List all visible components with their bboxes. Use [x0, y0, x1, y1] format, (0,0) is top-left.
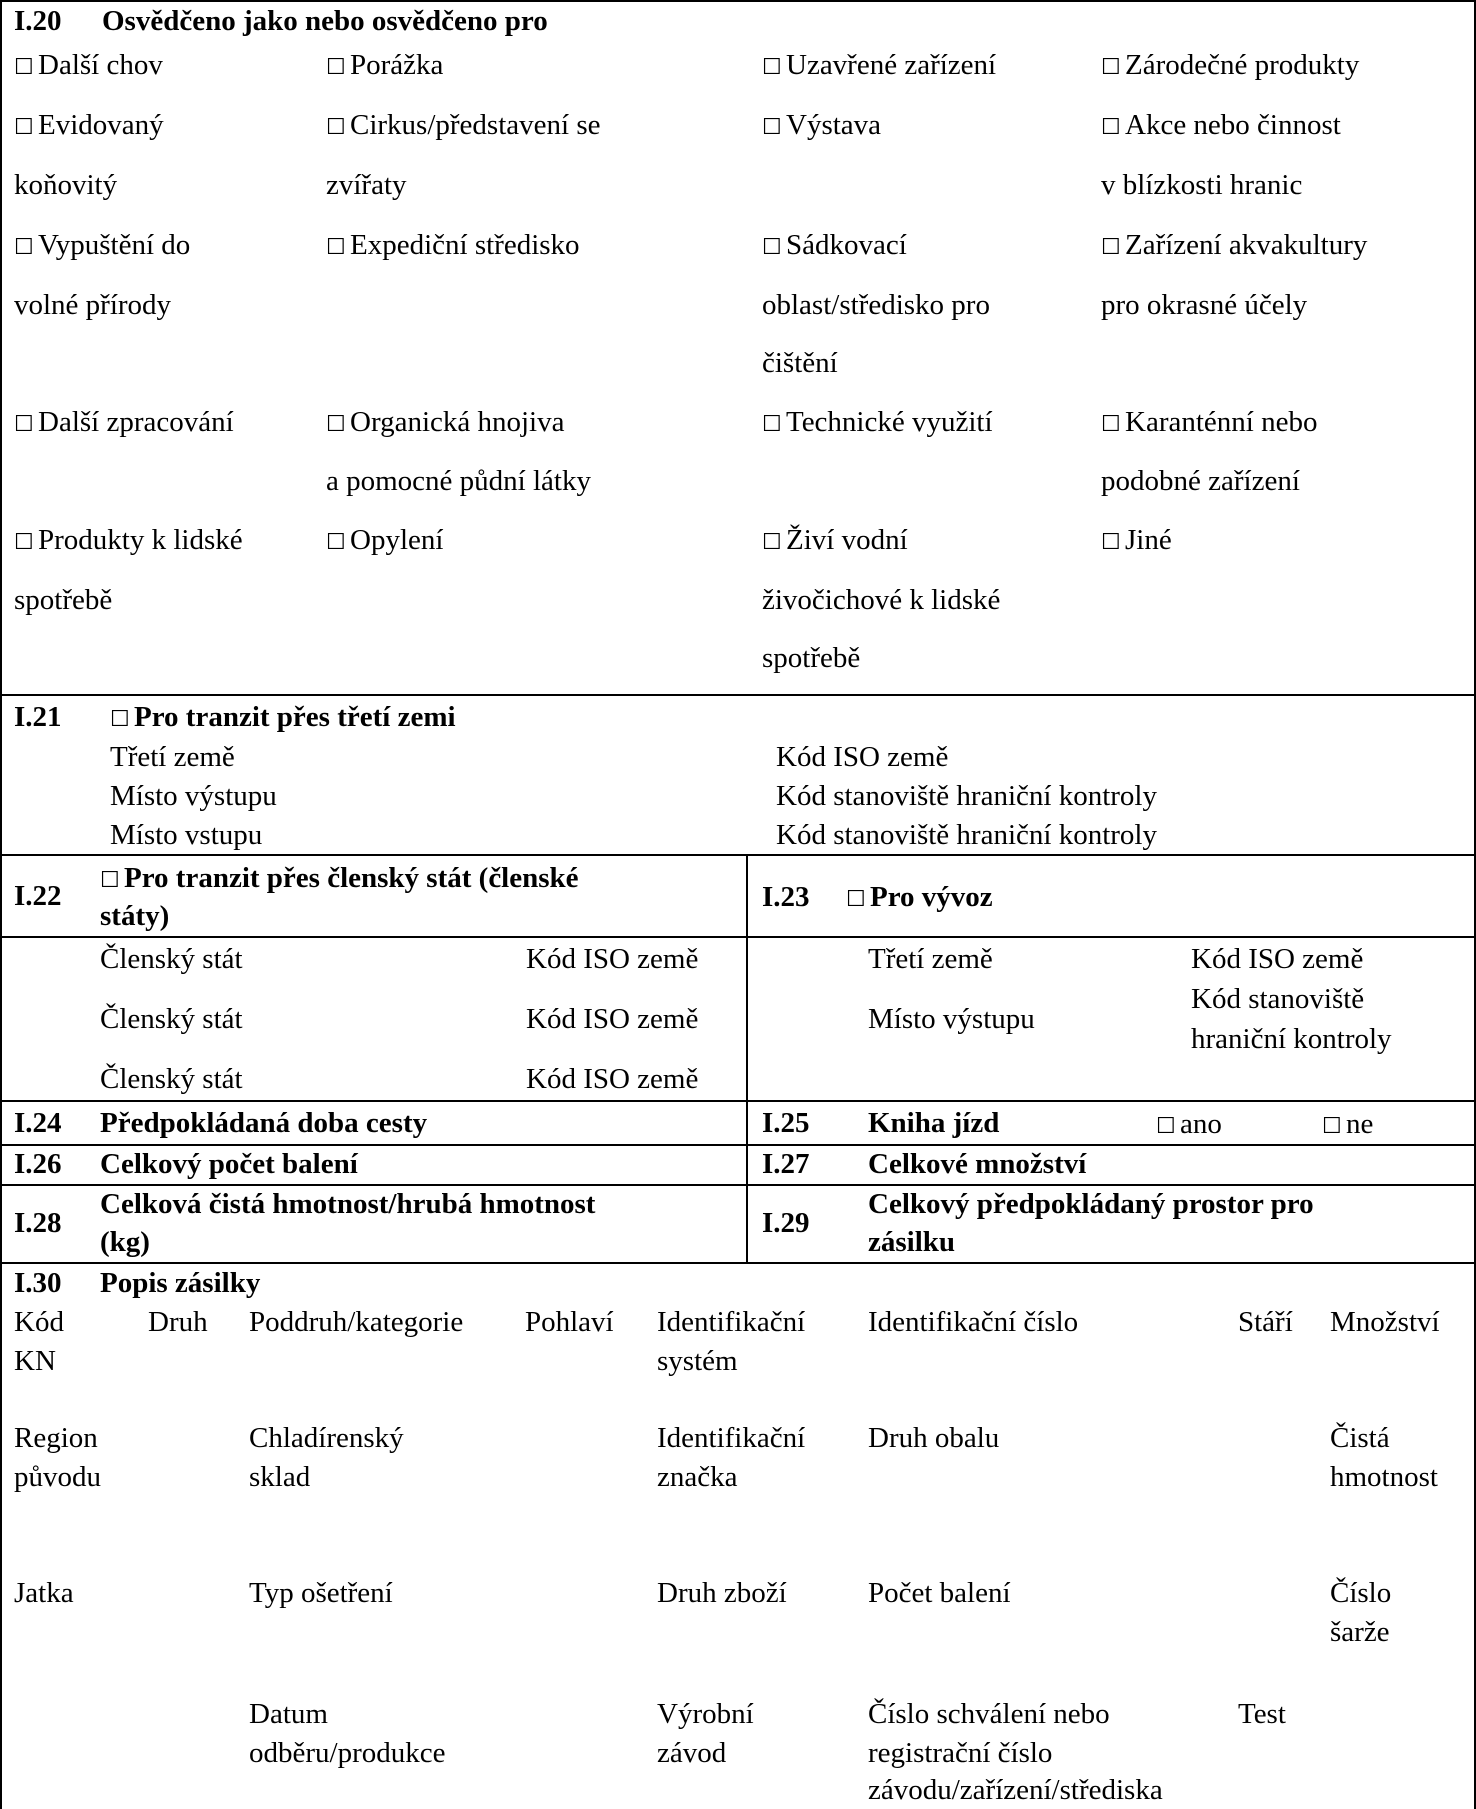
column-header-id-cislo: Identifikační číslo	[868, 1306, 1079, 1338]
option-vypusteni[interactable]	[14, 228, 190, 265]
field-label: Členský stát	[100, 1063, 243, 1095]
checkbox-icon[interactable]: ☐	[14, 235, 34, 260]
option-label: Sádkovací	[786, 229, 907, 261]
section-title: Pro tranzit přes členský stát (členské	[124, 862, 579, 894]
logbook-no-option[interactable]	[1322, 1107, 1373, 1144]
divider-i22-header-bottom	[0, 936, 1476, 938]
field-number: I.25	[762, 1107, 810, 1139]
field-number: I.29	[762, 1207, 810, 1239]
field-number: I.21	[14, 701, 62, 733]
column-header-cislo-schvaleni-line2: registrační číslo	[868, 1737, 1053, 1769]
checkbox-icon[interactable]: ☐	[14, 530, 34, 555]
checkbox-icon[interactable]: ☐	[762, 115, 782, 140]
field-title-line2: (kg)	[100, 1226, 150, 1258]
option-label: Technické využití	[786, 406, 993, 438]
column-header-datum-odberu-line2: odběru/produkce	[249, 1737, 446, 1769]
checkbox-icon[interactable]: ☐	[762, 55, 782, 80]
field-number: I.30	[14, 1267, 62, 1299]
checkbox-icon[interactable]: ☐	[326, 412, 346, 437]
checkbox-icon[interactable]: ☐	[1101, 55, 1121, 80]
option-label: Živí vodní	[786, 524, 908, 556]
checkbox-icon[interactable]: ☐	[762, 235, 782, 260]
column-header-id-znacka: Identifikační	[657, 1422, 806, 1454]
column-header-cista-hmotnost: Čistá	[1330, 1422, 1390, 1454]
option-label-line2: spotřebě	[14, 584, 113, 616]
option-sadkovaci[interactable]	[762, 228, 907, 265]
option-label: Jiné	[1125, 524, 1172, 556]
option-label-line2: zvířaty	[326, 169, 407, 201]
checkbox-icon[interactable]: ☐	[326, 55, 346, 80]
column-header-test: Test	[1238, 1698, 1286, 1730]
column-header-pohlavi: Pohlaví	[525, 1306, 614, 1338]
field-number: I.22	[14, 880, 62, 912]
option-label: Výstava	[786, 109, 882, 141]
checkbox-icon[interactable]: ☐	[762, 412, 782, 437]
checkbox-icon[interactable]: ☐	[14, 412, 34, 437]
section-title: Pro tranzit přes třetí zemi	[134, 701, 456, 733]
field-label: Kód stanoviště	[1191, 983, 1365, 1015]
checkbox-icon[interactable]: ☐	[1101, 115, 1121, 140]
checkbox-icon[interactable]: ☐	[100, 868, 120, 893]
field-title: Celkové množství	[868, 1148, 1087, 1180]
section-title: Pro vývoz	[870, 881, 993, 913]
option-label-line2: v blízkosti hranic	[1101, 169, 1303, 201]
field-label-line2: hraniční kontroly	[1191, 1023, 1392, 1055]
option-technicke-vyuziti[interactable]	[762, 405, 993, 442]
logbook-yes-option[interactable]	[1156, 1107, 1222, 1144]
field-label: Kód ISO země	[776, 741, 949, 773]
column-header-id-system: Identifikační	[657, 1306, 806, 1338]
divider-i24-bottom	[0, 1144, 1476, 1146]
column-header-druh-obalu: Druh obalu	[868, 1422, 1000, 1454]
divider-i20-bottom	[0, 694, 1476, 696]
divider-i21-bottom	[0, 854, 1476, 856]
option-organicka-hnojiva[interactable]	[326, 405, 564, 442]
option-label-line2: volné přírody	[14, 289, 172, 321]
frame-top-border	[0, 0, 1476, 2]
section-title-line2: státy)	[100, 900, 170, 932]
option-label-line2: živočichové k lidské	[762, 584, 1001, 616]
option-label: Další zpracování	[38, 406, 234, 438]
field-label: Místo výstupu	[868, 1003, 1035, 1035]
option-label-line3: spotřebě	[762, 642, 861, 674]
transit-member-state-option[interactable]	[100, 861, 579, 898]
column-header-kod-kn-line2: KN	[14, 1345, 56, 1377]
divider-i26-bottom	[0, 1184, 1476, 1186]
field-label: Místo vstupu	[110, 819, 263, 851]
option-label: Opylení	[350, 524, 444, 556]
field-label: Členský stát	[100, 943, 243, 975]
option-jine[interactable]	[1101, 523, 1172, 560]
column-header-datum-odberu: Datum	[249, 1698, 328, 1730]
field-title: Předpokládaná doba cesty	[100, 1107, 428, 1139]
option-label: Evidovaný	[38, 109, 164, 141]
option-porazka[interactable]	[326, 48, 443, 85]
divider-i28-bottom	[0, 1262, 1476, 1264]
option-label: Porážka	[350, 49, 444, 81]
checkbox-icon[interactable]: ☐	[110, 707, 130, 732]
column-header-jatka: Jatka	[14, 1577, 74, 1609]
divider-i22-body-bottom	[0, 1100, 1476, 1102]
option-label-line2: a pomocné půdní látky	[326, 465, 591, 497]
option-dalsi-chov[interactable]	[14, 48, 163, 85]
option-label-line2: koňovitý	[14, 169, 118, 201]
option-label: Expediční středisko	[350, 229, 580, 261]
option-label: Karanténní nebo	[1125, 406, 1318, 438]
option-label: Akce nebo činnost	[1125, 109, 1341, 141]
field-label: Kód ISO země	[526, 1003, 699, 1035]
checkbox-icon[interactable]: ☐	[14, 55, 34, 80]
column-header-pocet-baleni: Počet balení	[868, 1577, 1011, 1609]
option-label: Vypuštění do	[38, 229, 191, 261]
field-label: Kód ISO země	[1191, 943, 1364, 975]
field-label: Kód stanoviště hraniční kontroly	[776, 819, 1157, 851]
option-label: Produkty k lidské	[38, 524, 243, 556]
column-header-region: Region	[14, 1422, 98, 1454]
field-title-line2: zásilku	[868, 1226, 956, 1258]
field-number: I.20	[14, 5, 62, 37]
option-zarizeni-akvakultury[interactable]	[1101, 228, 1367, 265]
checkbox-icon[interactable]: ☐	[1101, 235, 1121, 260]
option-zarodecne-produkty[interactable]	[1101, 48, 1359, 85]
option-akce-cinnost[interactable]	[1101, 108, 1341, 145]
column-header-cislo-schvaleni: Číslo schválení nebo	[868, 1698, 1110, 1730]
field-number: I.27	[762, 1148, 810, 1180]
column-header-cislo-sarze: Číslo	[1330, 1577, 1392, 1609]
column-divider-middle	[746, 854, 748, 1262]
column-header-vyrobni-zavod-line2: závod	[657, 1737, 727, 1769]
option-cirkus[interactable]	[326, 108, 600, 145]
option-evidovany-konovity[interactable]	[14, 108, 164, 145]
option-label: Zárodečné produkty	[1125, 49, 1360, 81]
field-label: Třetí země	[110, 741, 235, 773]
field-title: Kniha jízd	[868, 1107, 1000, 1139]
field-label: Třetí země	[868, 943, 993, 975]
field-title: Celková čistá hmotnost/hrubá hmotnost	[100, 1188, 596, 1220]
option-produkty-lidske-spotrebe[interactable]	[14, 523, 243, 560]
option-label: Cirkus/představení se	[350, 109, 601, 141]
field-label: Kód ISO země	[526, 943, 699, 975]
option-label-line2: oblast/středisko pro	[762, 289, 990, 321]
field-label: Kód stanoviště hraniční kontroly	[776, 780, 1157, 812]
checkbox-icon[interactable]: ☐	[762, 530, 782, 555]
column-header-cislo-schvaleni-line3: závodu/zařízení/střediska	[868, 1774, 1163, 1806]
option-label: Organická hnojiva	[350, 406, 565, 438]
option-dalsi-zpracovani[interactable]	[14, 405, 234, 442]
column-header-id-system-line2: systém	[657, 1345, 738, 1377]
option-label: Uzavřené zařízení	[786, 49, 997, 81]
column-header-id-znacka-line2: značka	[657, 1461, 738, 1493]
checkbox-icon[interactable]: ☐	[326, 115, 346, 140]
export-option[interactable]	[846, 880, 993, 917]
option-label: ne	[1346, 1108, 1374, 1140]
column-header-region-line2: původu	[14, 1461, 101, 1493]
field-title: Celkový počet balení	[100, 1148, 358, 1180]
column-header-cislo-sarze-line2: šarže	[1330, 1616, 1390, 1648]
option-label-line3: čištění	[762, 347, 838, 379]
checkbox-icon[interactable]: ☐	[1101, 530, 1121, 555]
option-label: Další chov	[38, 49, 163, 81]
field-label: Kód ISO země	[526, 1063, 699, 1095]
option-label-line2: podobné zařízení	[1101, 465, 1300, 497]
option-karantenni[interactable]	[1101, 405, 1317, 442]
column-header-poddruh: Poddruh/kategorie	[249, 1306, 464, 1338]
field-number: I.26	[14, 1148, 62, 1180]
checkbox-icon[interactable]: ☐	[1101, 412, 1121, 437]
transit-third-country-option[interactable]	[110, 700, 456, 737]
field-number: I.28	[14, 1207, 62, 1239]
checkbox-icon[interactable]: ☐	[1322, 1114, 1342, 1139]
field-number: I.24	[14, 1107, 62, 1139]
column-header-kod-kn: Kód	[14, 1306, 64, 1338]
frame-left-border	[0, 0, 2, 1809]
option-opyleni[interactable]	[326, 523, 443, 560]
column-header-chladirensky-sklad: Chladírenský	[249, 1422, 404, 1454]
option-label: Zařízení akvakultury	[1125, 229, 1368, 261]
column-header-chladirensky-sklad-line2: sklad	[249, 1461, 311, 1493]
checkbox-icon[interactable]: ☐	[14, 115, 34, 140]
checkbox-icon[interactable]: ☐	[846, 887, 866, 912]
option-label-line2: pro okrasné účely	[1101, 289, 1308, 321]
section-title: Osvědčeno jako nebo osvědčeno pro	[102, 5, 548, 37]
column-header-druh-zbozi: Druh zboží	[657, 1577, 787, 1609]
column-header-vyrobni-zavod: Výrobní	[657, 1698, 754, 1730]
column-header-druh: Druh	[148, 1306, 208, 1338]
checkbox-icon[interactable]: ☐	[326, 530, 346, 555]
option-uzavrene-zarizeni[interactable]	[762, 48, 996, 85]
section-title: Popis zásilky	[100, 1267, 261, 1299]
option-expedicni-stredisko[interactable]	[326, 228, 580, 265]
field-label: Členský stát	[100, 1003, 243, 1035]
field-number: I.23	[762, 881, 810, 913]
checkbox-icon[interactable]: ☐	[326, 235, 346, 260]
checkbox-icon[interactable]: ☐	[1156, 1114, 1176, 1139]
field-label: Místo výstupu	[110, 780, 277, 812]
column-header-mnozstvi: Množství	[1330, 1306, 1440, 1338]
option-zivi-vodni[interactable]	[762, 523, 908, 560]
field-title: Celkový předpokládaný prostor pro	[868, 1188, 1314, 1220]
column-header-typ-osetreni: Typ ošetření	[249, 1577, 393, 1609]
column-header-cista-hmotnost-line2: hmotnost	[1330, 1461, 1438, 1493]
option-label: ano	[1180, 1108, 1222, 1140]
column-header-stari: Stáří	[1238, 1306, 1293, 1338]
option-vystava[interactable]	[762, 108, 881, 145]
